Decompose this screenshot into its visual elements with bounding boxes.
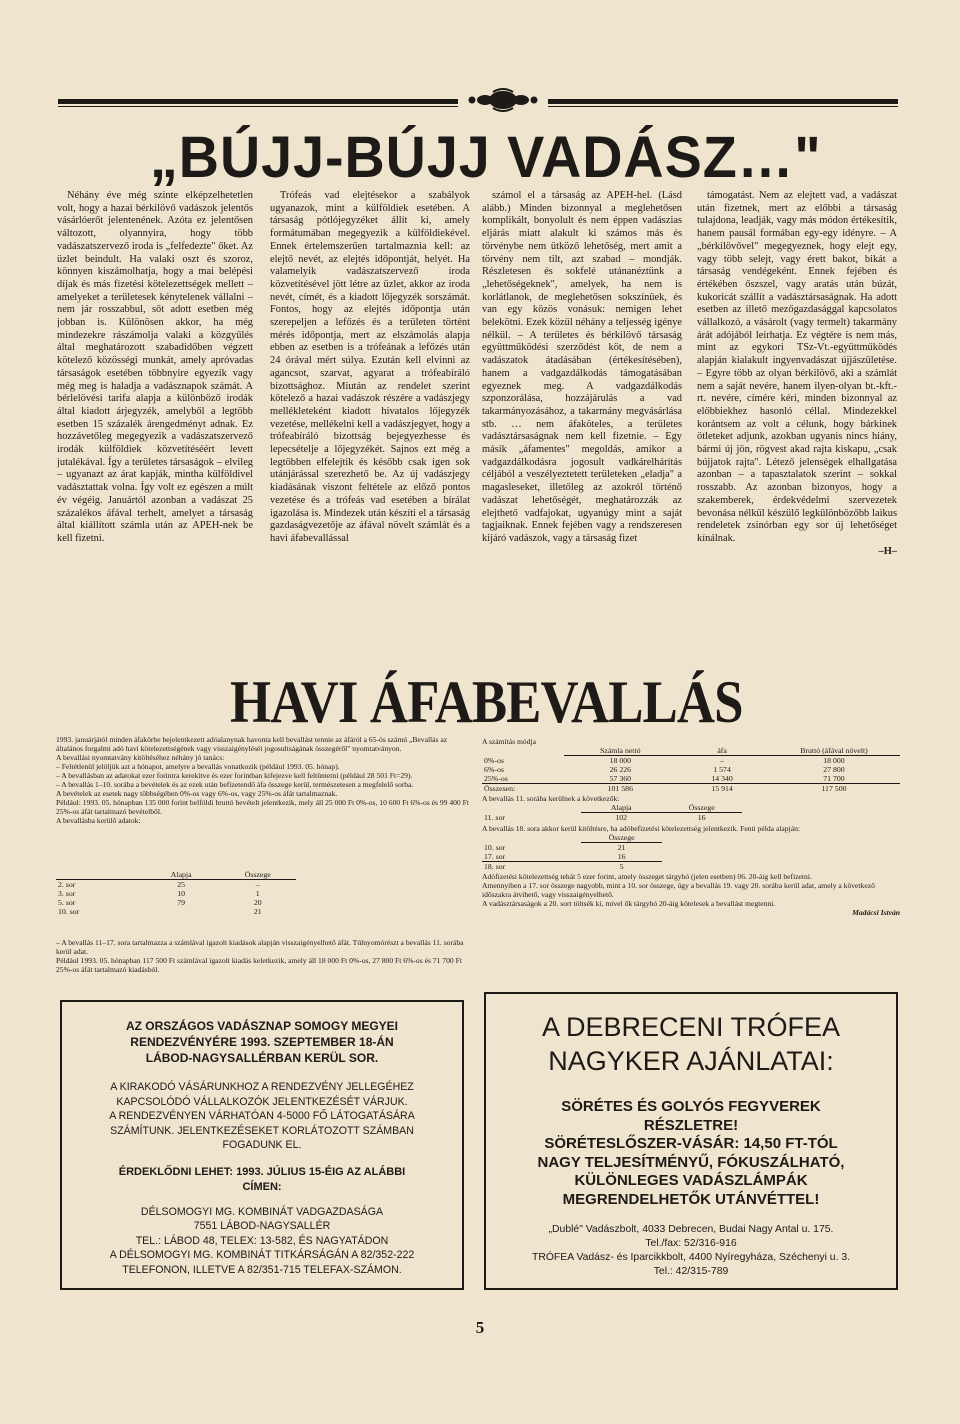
ad1-body: A KIRAKODÓ VÁSÁRUNKHOZ A RENDEZVÉNY JELLEGÉHEZ KAPCSOLÓDÓ VÁLLALKOZÓK JELENTKEZÉSÉT VÁRJUK. A RENDEZVÉNYEN VÁRHATÓAN 4-5000 FŐ LÁTOGATÁSÁRA SZÁMÍTUNK. JELENTKEZÉSEKET KORLÁTOZOTT SZÁMBAN FOGADUNK EL. (109, 1081, 415, 1151)
page-number: 5 (475, 1318, 485, 1337)
article-column-2 (270, 190, 470, 668)
table-header: Alapja (143, 870, 220, 880)
table-cell: 10 (177, 889, 186, 898)
table-cell: 79 (177, 898, 186, 907)
table-header: Bruttó (áfával növelt) (768, 746, 900, 756)
table-cell: 117 500 (821, 784, 847, 793)
havi-left-column (56, 735, 470, 825)
table-header (482, 833, 581, 843)
table-row (482, 862, 662, 872)
table-cell: 10. sor (58, 907, 80, 916)
table-cell: 101 586 (607, 784, 633, 793)
ornamental-rule (58, 88, 898, 112)
table-cell: 5 (619, 862, 624, 871)
havi-left-text-2: – A bevallás 11–17. sora tartalmazza a számlával igazolt kiadások alapján visszaigényelhető áfát. Túlnyomórészt a bevallás 11. sorába kerül adat. Például 1993. 05. hónapban 117 500 Ft számlával igazolt kiadás keletkezik, amely áll 18 000 Ft 0%-os, 27 800 Ft 6%-os és 71 700 Ft 25%-os áfát tartalmazó kiadásból. (56, 938, 464, 974)
table-cell (143, 907, 220, 916)
table-cell: 17. sor (484, 852, 506, 861)
havi-right-text-1: A bevallás 11. sorába kerülnek a következők: (482, 794, 620, 803)
ad2-heading: A DEBRECENI TRÓFEA NAGYKER AJÁNLATAI: (541, 1012, 841, 1076)
table-cell: 10. sor (484, 842, 506, 852)
table-row (56, 907, 296, 916)
table-cell: 0%-os (484, 755, 504, 765)
table-row (56, 889, 296, 898)
table-cell: 27 800 (823, 765, 845, 774)
havi-left-text: 1993. januárjától minden áfakörbe bejelentkezett adóalanynak havonta kell bevallást tennie az áfáról a 65-ös számú „Bevallás az általános forgalmi adó havi kötelezettségének vagy visszaigényléséi jogosultságának összegéről" nyomtatványon. A bevallási nyomtatvány kitöltéséhez néhány jó tanács: – Feltétlenül jelöljük azt a hónapot, amelyre a bevallás vonatkozik (például 1993. 05. hónap). – A bevallásban az adatokat ezer forintra kerekítve és ezer forintban kifejezve kell feltüntetni (például 28 501 Ft=29). – A bevallás 1–10. sorába a bevételek és az ezek után befizetendő áfa összege kerül, természetesen a megfelelő sorba. A bevételek az esetek nagy többségében 0%-os vagy 6%-os, vagy 25%-os áfát tartalmaznak. Például: 1993. 05. hónapban 135 000 forint belföldi bruttó bevételt jelentkezik, mely áll 25 000 Ft 0%-os, 10 600 Ft 6%-os és 99 400 Ft 25%-os áfát tartalmazó bevételből. A bevallásba kerülő adatok: (56, 735, 469, 825)
table-cell: 16 (617, 852, 626, 861)
table-header: Összege (661, 803, 742, 813)
table-cell: 18 000 (609, 756, 632, 765)
table-cell: 1 574 (713, 765, 731, 774)
table-header-row (482, 746, 900, 756)
table-cell: 18. sor (484, 862, 506, 871)
table-header: Számla nettó (564, 746, 676, 756)
article-column-3 (482, 190, 682, 668)
article-signature: –H– (878, 545, 897, 557)
table-header: Alapja (581, 803, 661, 813)
havi-right-column (482, 737, 900, 917)
table-header (56, 870, 143, 880)
table-total-row (482, 784, 900, 794)
table-cell: 21 (617, 843, 626, 852)
article-text-4: támogatást. Nem az elejtett vad, a vadászat után fizetnek, mert az előbbi a társaság tulajdona, leadják, vagy más módon értékesítik, hanem pausál formában egy-egy idényre. – A „bérkilövővel" megegyeznek, hogy elejt egy, vagy több selejt, vagy érett bakot, bikát a társaság vendégeként. Ennek fejében és értékében őszszel, vagy aratás után búzát, kukoricát szállít a vadásztársaságnak. Ha adott esetben az illető mezőgazdasággal kapcsolatos vállalkozó, a vásárolt (vagy termelt) takarmány árát adójából leírhatja. Ez végtére is nem más, mint az egykori TSz-Vt.-együttműködés alapján kialakult ingyenvadászat újjászületése. – Egyre több az olyan bérkilövő, aki a számlát nem a saját nevére, hanem ilyen-olyan bt.-kft.-rt. nevére, címére kéri, minden bizonnyal az előbbiekhez hasonló céllal. Mindezekkel korántsem az volt a célunk, hogy bárkinek ötleteket adjunk, azokban ugyanis nincs hiány, bármi új jön, rögvest akad rajta kiskapu, „csak bújjatok rajta". Létező jelenségek elhallgatása azonban – a tapasztalatok szerint – sokkal rosszabb. Az azonban bizonyos, hogy a szakemberek, érdekvédelmi szervezetek bevonása nélkül készülő legkülönbözőbb laikus rendeletek zsinórban egy sor új lehetőséget kínálnak. (697, 190, 897, 544)
table-cell: 15 914 (711, 784, 733, 793)
table-header: Összege (581, 833, 662, 843)
table-cell: 25%-os (484, 774, 508, 783)
havi-right-text-2: A bevallás 18. sora akkor kerül kitöltésre, ha adóbefizetési kötelezettség jelentkezik. Fenti példa alapján: (482, 824, 800, 833)
table-cell: 57 360 (609, 774, 632, 783)
table-cell: 14 340 (711, 774, 733, 783)
table-cell: 11. sor (484, 812, 505, 822)
trofea-ad-box (484, 992, 898, 1290)
ad2-body: SÖRÉTES ÉS GOLYÓS FEGYVEREK RÉSZLETRE! SÖRÉTESLŐSZER-VÁSÁR: 14,50 FT-TÓL NAGY TELJESÍTMÉNYŰ, FÓKUSZÁLHATÓ, KÜLÖNLEGES VADÁSZLÁMPÁK MEGRENDELHETŐK UTÁNVÉTTEL! (537, 1098, 845, 1208)
table-row (482, 774, 900, 784)
table-cell: 6%-os (484, 765, 504, 774)
ornament-icon (463, 88, 543, 112)
table-header-row (482, 833, 662, 843)
table-cell: 3. sor (58, 889, 76, 898)
table-cell: 5. sor (58, 898, 76, 907)
table-header: Összege (219, 870, 296, 880)
table-cell: 102 (615, 813, 628, 822)
table-header (482, 803, 581, 813)
table-cell: 2. sor (58, 880, 76, 889)
table-header (482, 746, 564, 756)
ad1-contact-heading: ÉRDEKLŐDNI LEHET: 1993. JÚLIUS 15-ÉIG AZ ALÁBBI CÍMEN: (118, 1165, 406, 1193)
article-text-3: számol el a társaság az APEH-hel. (Lásd alább.) Minden bizonnyal a meglehetősen komplikált, bonyolult és nem éppen vadászias eljárás miatt alakult ki számos más és törvénybe nem ütköző lehetőség, mert amit a törvény nem tilt, azt szabad – mondják. Részletesen és sokfelé utánanéztünk a „lehetőségeknek", amelyek, ha nem is korlátlanok, de meglehetősen sokszínűek, és van egy közös vonásuk: nemigen lehet belekötni. Ezek közül néhány a teljesség igénye nélkül. – A területes és bérkilövő társaság együttműködési szerződést köt, de nem a vadászatok átadásában (értékesítésében), hanem a vadgazdálkodás támogatásában egyeznek meg. A vadgazdálkodás szponzorálása, hozzájárulás a vad takarmányozásához, a takarmány megvásárlása stb. … nem áfaköteles, a területes vadásztársaságnak nem kell fizetnie. – Egy másik „áfamentes" megoldás, amikor a vadgazdálkodásra jogosult vadkárelhárítás céljából a veszélyeztetett területeken „eladja" a magasleseket, illetőleg az azokról történő vadászat lehetőségét, meghatározzák az elejthető vadfajokat, ugyanúgy mint a saját tagjaiknak. Ennek fejében vagy a rendszeresen kijáró vadászok, vagy a társaság fizet (482, 190, 682, 544)
article-column-1 (57, 190, 253, 668)
havi-right-text-3: Adófizetési kötelezettség tehát 5 ezer forint, amely összeget tárgyhó (jelen esetben) 06. 20-áig kell befizetni. Amennyiben a 17. sor összege nagyobb, mint a 10. sor összege, úgy a bevallás 19. vagy 20. sorába kerül adat, amely a következő időszakra átvihető, vagy visszaigényelhető. A vadásztársaságok a 20. sort töltsék ki, mivel ők tárgyhó 20-áig kötelesek a bevallást megtenni. (482, 872, 875, 908)
table-cell: 25 (177, 880, 186, 889)
article-column-4 (697, 190, 897, 668)
havi-signature: Madácsi István (852, 908, 900, 917)
table-row (482, 756, 900, 766)
table-cell: – (255, 880, 260, 889)
havi-left-table (56, 870, 296, 916)
havi-title: HAVI ÁFABEVALLÁS (230, 669, 743, 735)
table-header-row (56, 870, 296, 880)
calc-label: A számítás módja (482, 737, 536, 746)
table-cell: 21 (253, 907, 262, 916)
table-row (56, 898, 296, 907)
havi-left-column-2 (56, 938, 470, 974)
table-row (482, 843, 662, 853)
ad1-contact: DÉLSOMOGYI MG. KOMBINÁT VADGAZDASÁGA 7551 LÁBOD-NAGYSALLÉR TEL.: LÁBOD 48, TELEX: 13-582, ÉS NAGYATÁDON A DÉLSOMOGYI MG. KOMBINÁT TITKÁRSÁGÁN A 82/352-222 TELEFONON, ILLETVE A 82/351-715 TELEFAX-SZÁMON. (109, 1205, 415, 1276)
table-row (482, 852, 662, 862)
table-cell: 20 (253, 898, 262, 907)
table-row (482, 813, 742, 823)
table-cell: Összesen: (484, 784, 516, 793)
table-cell: 71 700 (823, 774, 845, 783)
article-text-1: Néhány éve még szinte elképzelhetetlen volt, hogy a hazai bérkilövő vadászok jelentős vásárlóerőt jelentenének. Azóta ez jelentősen változott, olyannyira, hogy több vadászatszervező iroda is „felfedezte" őket. Az üzlet beindult. Ha valaki oszt és szoroz, könnyen kiszámolhatja, hogy a mai belépési díjak és más fizetési kötelezettségek mellett – amelyeket a területesek kénytelenek vállalni – nem jár rosszabbul, sőt adott esetben még jobban is. Különösen akkor, ha még mindezekre rászámolja valaki a közgyűlés által meghatározott szabadidőben végzett kötelező közösségi munkát, amely apróvadas társaságok esetében többnyire egyezik vagy még meg is haladja a vadásznapok számát. A bérlelövési tarifa alapja a különböző irodák által kiadott árjegyzék, amelyből a legtöbb esetben 15 százalék árengedményt adnak. Ez hozzávetőleg megegyezik a vadászatszervező irodák külföldiek közvetítéséért levett jutalékával. Így a területes társaságok – elvileg – ugyanazt az árat kapják, mintha külföldivel vadásztattak volna. Így volt ez egészen a múlt év végéig. Januártól azonban a vadászat 25 százalékos áfával terhelt, amelyet a társaság által kiállított számla után az APEH-nek be kell fizetni. (57, 190, 253, 544)
table-cell: 26 226 (609, 765, 632, 774)
right-table-1 (482, 803, 742, 822)
ad1-heading: AZ ORSZÁGOS VADÁSZNAP SOMOGY MEGYEI RENDEZVÉNYÉRE 1993. SZEPTEMBER 18-ÁN LÁBOD-NAGYSALLÉRBAN KERÜL SOR. (125, 1019, 399, 1065)
table-header: áfa (676, 746, 768, 756)
ad2-contact: „Dublé" Vadászbolt, 4033 Debrecen, Budai Nagy Antal u. 175. Tel./fax: 52/316-916 TRÓFEA Vadász- és Iparcikkbolt, 4400 Nyíregyháza, Széchenyi u. 3. Tel.: 42/315-789 (531, 1224, 851, 1277)
table-row (56, 880, 296, 890)
calc-table (482, 746, 900, 793)
right-table-2 (482, 833, 662, 871)
table-row (482, 765, 900, 774)
table-cell: 16 (697, 813, 706, 822)
table-cell: – (720, 756, 725, 765)
table-cell: 18 000 (823, 756, 845, 765)
vadasznap-ad-box (60, 1000, 464, 1290)
table-cell: 1 (255, 889, 260, 898)
article-text-2: Trófeás vad elejtésekor a szabályok ugyanazok, mint a külföldiek esetében. A társaság pótlójegyzéket állít ki, amely formátumában megegyezik a külföldiekével. Ennek értelemszerűen tartalmaznia kell: az elejtő nevét, az elejtés időpontját, helyét. Ha valamelyik vadászatszervező iroda közvetítésével jött létre az üzlet, akkor az iroda nevét, címét, és a kiadott lőjegyzék sorszámát. Fontos, hogy az elejtés időpontja után szerepeljen a lefőzés és a területen történt mérés időpontja, mert az elszámolás alapja ebben az esetben is a trófeának a lefőzés után 24 órával mért súlya. Ezután kell elvinni az agancsot, szarvat, agyarat a trófeabíráló bizottsághoz. Miután az rendelet szerint kötelező a hazai vadászok részére a vadászjegy mellékleteként kiadott hivatalos lőjegyzék vezetése, mellékelni kell a vadászjegyet, hogy a trófeabíráló bizottság bejegyezhesse és lepecsételje a lőjegyzékét. Sajnos ezt még a legtöbben elfelejtik és később csak igen sok utánjárással szerezhető be. Az új vadászjegy kiadásának viszont feltétele az előző pontos vezetése és a trófeás vad esetében a bírálat igazolása is. Mindezek után készíti el a társaság gazdaságvezetője az áfával növelt számlát és a havi áfabevallással (270, 190, 470, 544)
article-headline: „BÚJJ-BÚJJ VADÁSZ…" (150, 125, 822, 190)
table-header-row (482, 803, 742, 813)
